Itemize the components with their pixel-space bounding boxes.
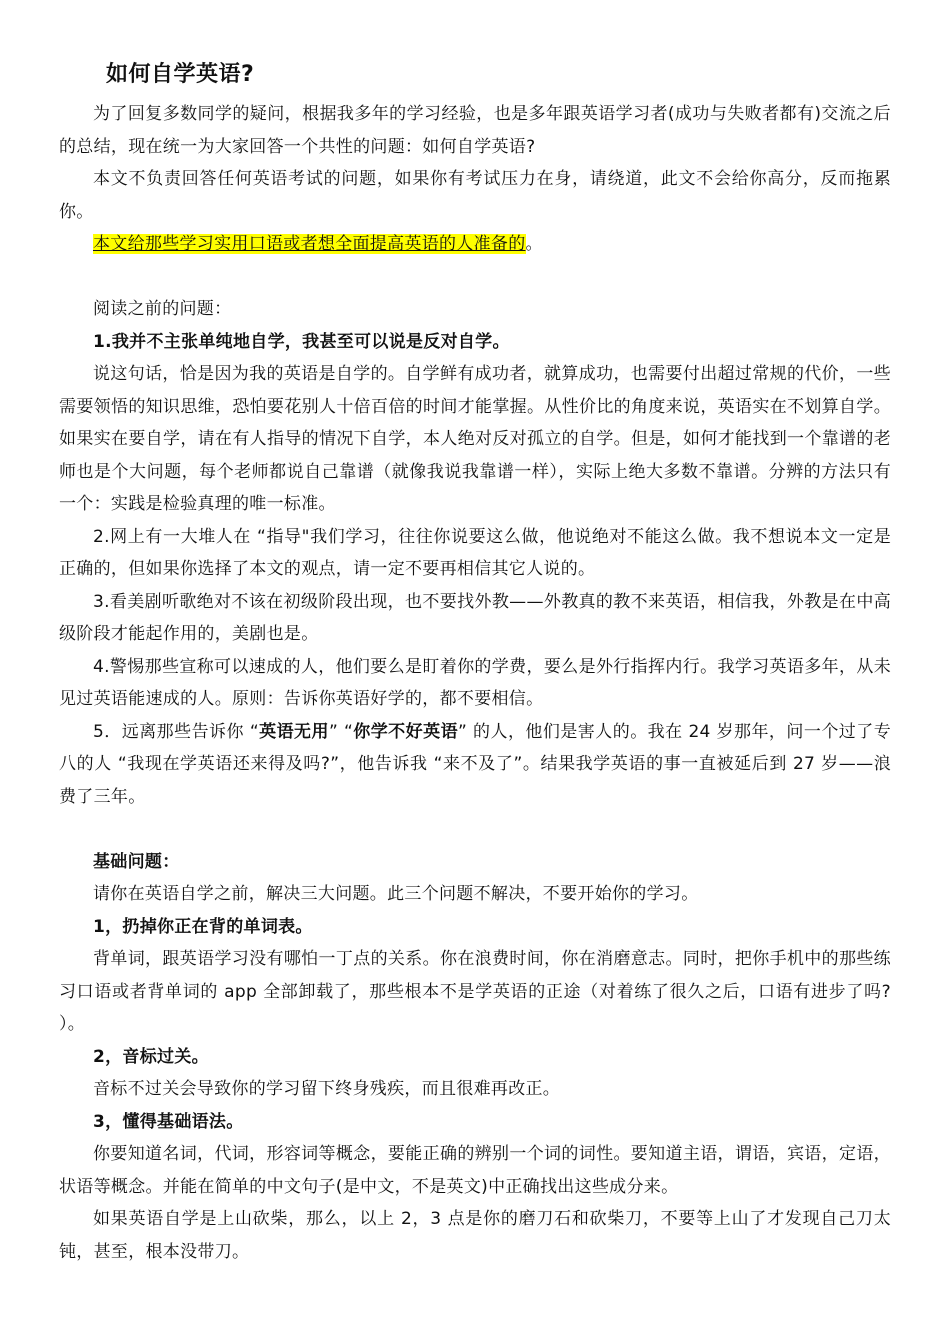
basics-question-3-title: 3，懂得基础语法。 (93, 1111, 244, 1132)
pre-question-3: 3.看美剧听歌绝对不该在初级阶段出现，也不要找外教——外教真的教不来英语，相信我，外教是在中高级阶段才能起作用的，美剧也是。 (59, 591, 891, 644)
highlighted-audience-note: 本文给那些学习实用口语或者想全面提高英语的人准备的 (93, 234, 526, 254)
basics-question-2-title: 2，音标过关。 (93, 1046, 209, 1067)
intro-paragraph-3-tail: 。 (525, 234, 543, 254)
pre-question-2: 2.网上有一大堆人在 “指导"我们学习，往往你说要这么做，他说绝对不能这么做。我不想说本文一定是正确的，但如果你选择了本文的观点，请一定不要再相信其它人说的。 (59, 526, 891, 579)
basics-closing: 如果英语自学是上山砍柴，那么，以上 2，3 点是你的磨刀石和砍柴刀，不要等上山了才发现自己刀太钝，甚至，根本没带刀。 (59, 1209, 891, 1262)
spacer (59, 813, 891, 846)
pre-question-5-bold-1: 英语无用 (258, 721, 329, 742)
basics-question-1-body: 背单词，跟英语学习没有哪怕一丁点的关系。你在浪费时间，你在消磨意志。同时，把你手机中的那些练习口语或者背单词的 app 全部卸载了，那些根本不是学英语的正途（对着练了很久之后，口语有进步了吗? ）。 (59, 949, 891, 1034)
pre-question-5-part-a: 5．远离那些告诉你 “ (93, 721, 259, 742)
pre-question-5-mid: ” “ (329, 721, 354, 742)
pre-questions-heading: 阅读之前的问题： (93, 299, 232, 319)
pre-question-1-body: 说这句话，恰是因为我的英语是自学的。自学鲜有成功者，就算成功，也需要付出超过常规的代价，一些需要领悟的知识思维，恐怕要花别人十倍百倍的时间才能掌握。从性价比的角度来说，英语实在不划算自学。如果实在要自学，请在有人指导的情况下自学，本人绝对反对孤立的自学。但是，如何才能找到一个靠谱的老师也是个大问题，每个老师都说自己靠谱（就像我说我靠谱一样），实际上绝大多数不靠谱。分辨的方法只有一个：实践是检验真理的唯一标准。 (59, 364, 891, 514)
pre-question-5 (59, 716, 891, 814)
pre-question-5-bold-2: 你学不好英语 (353, 721, 459, 742)
basics-question-2-body: 音标不过关会导致你的学习留下终身残疾，而且很难再改正。 (93, 1079, 561, 1099)
basics-intro: 请你在英语自学之前，解决三大问题。此三个问题不解决，不要开始你的学习。 (93, 884, 699, 904)
basics-question-1-title: 1，扔掉你正在背的单词表。 (93, 916, 313, 937)
document-page (59, 58, 891, 1268)
spacer (59, 261, 891, 294)
document-title: 如何自学英语? (106, 62, 255, 87)
pre-question-5-part-b: ” 的人，他们是害人的。我在 24 岁那年，问一个过了专八的人 “我现在学英语还来得及吗?”，他告诉我 “来不及了”。结果我学英语的事一直被延后到 27 岁——浪费了三年。 (59, 721, 892, 807)
basics-question-3-body: 你要知道名词，代词，形容词等概念，要能正确的辨别一个词的词性。要知道主语，谓语，宾语，定语，状语等概念。并能在简单的中文句子(是中文，不是英文)中正确找出这些成分来。 (59, 1144, 891, 1197)
pre-question-1-title: 1.我并不主张单纯地自学，我甚至可以说是反对自学。 (93, 331, 510, 352)
pre-question-4: 4.警惕那些宣称可以速成的人，他们要么是盯着你的学费，要么是外行指挥内行。我学习英语多年，从未见过英语能速成的人。原则：告诉你英语好学的，都不要相信。 (59, 656, 891, 709)
intro-paragraph-2: 本文不负责回答任何英语考试的问题，如果你有考试压力在身，请绕道，此文不会给你高分，反而拖累你。 (59, 169, 891, 222)
intro-paragraph-3 (59, 228, 891, 261)
intro-paragraph-1: 为了回复多数同学的疑问，根据我多年的学习经验，也是多年跟英语学习者(成功与失败者都有)交流之后的总结，现在统一为大家回答一个共性的问题：如何自学英语? (59, 104, 891, 157)
basics-heading: 基础问题： (93, 851, 180, 872)
